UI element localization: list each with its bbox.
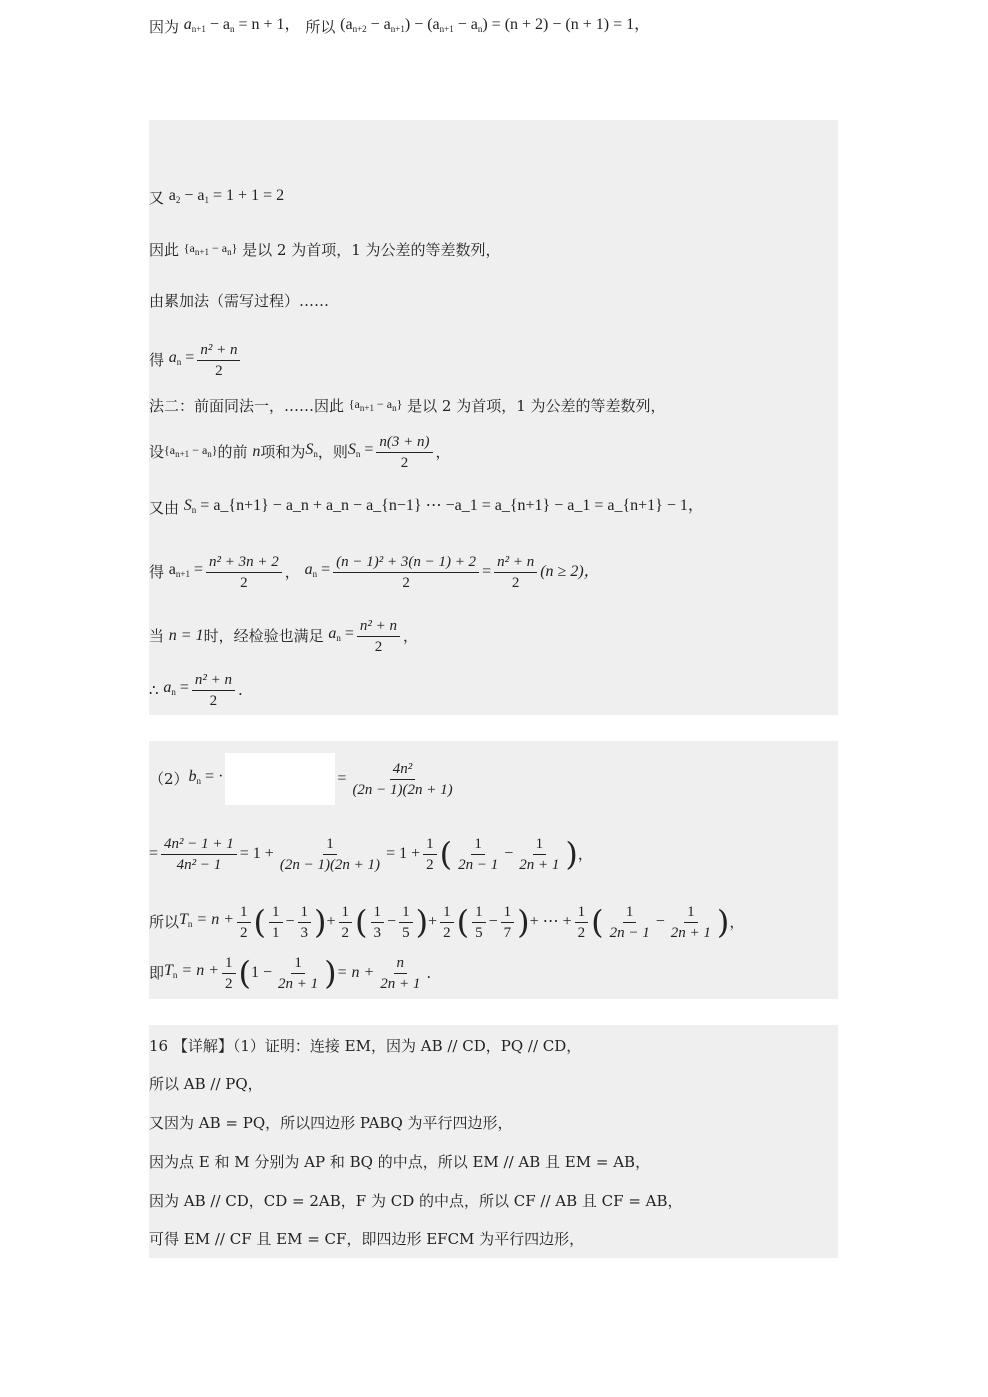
- denominator: 2: [225, 975, 233, 992]
- line-b3-3: [149, 1112, 838, 1133]
- fraction: [423, 835, 437, 874]
- denominator: 5: [475, 924, 483, 941]
- text: ，: [577, 845, 593, 863]
- line-b3-4: [149, 1151, 838, 1172]
- text: 由累加法（需写过程）……: [149, 292, 330, 310]
- line-9: 得 $a_{n+1}$ = $\frac{\text{n² + 3n + 2}}{2}$ ， $a_n$ = $\frac{\text{(n − 1)² + 3(n − 1) + 2}}{2}$ = $\frac{\text{n² + n}}{2}$ (n ≥ 2)，: [149, 553, 600, 591]
- text: 所以: [149, 913, 180, 931]
- sub: n: [171, 687, 176, 697]
- text: 是以 2 为首项，1 为公差的等差数列，: [242, 241, 501, 259]
- sub: n+1: [191, 24, 206, 34]
- fraction: [161, 835, 237, 874]
- line-4: [149, 290, 838, 311]
- math: − a: [208, 241, 228, 255]
- blank-mask: [225, 753, 335, 805]
- line-b3-6: [149, 1228, 838, 1249]
- numerator: 1: [371, 903, 385, 923]
- denominator: 2: [240, 924, 248, 941]
- line-b2-1: （2） $b_n$ = · = $\frac{\text{4n²}}{(2n - 1)(2n + 1)}$: [149, 751, 838, 807]
- line-1: [149, 15, 838, 39]
- fraction: [192, 671, 235, 710]
- denominator: 3: [373, 924, 382, 941]
- numerator: 1: [575, 903, 589, 923]
- sub: n: [172, 970, 178, 980]
- math: (n ≥ 2)，: [540, 563, 600, 580]
- math: ) = (n + 2) − (n + 1) = 1，: [482, 16, 651, 33]
- sub: 2: [175, 195, 181, 205]
- sub: n: [312, 569, 318, 579]
- denominator: 2: [426, 856, 434, 873]
- sub: 1: [204, 195, 210, 205]
- numerator: 1: [399, 903, 413, 923]
- solution-block-3: [149, 1025, 838, 1258]
- math: = 1 + 1 = 2: [209, 187, 285, 204]
- line-3: [149, 238, 838, 262]
- text: （2）: [149, 770, 189, 788]
- line-7: [149, 432, 838, 472]
- text: 因为: [149, 18, 180, 36]
- math: = 1 +: [239, 845, 274, 862]
- numerator: 1: [440, 903, 454, 923]
- fraction: [455, 835, 501, 874]
- denominator: 2: [240, 574, 248, 591]
- sub: n: [187, 919, 193, 929]
- math: ) − (a: [404, 16, 440, 33]
- text: 的前: [217, 443, 248, 461]
- denominator: (2n − 1)(2n + 1): [352, 781, 453, 798]
- numerator: 1: [472, 903, 486, 923]
- text: ，: [435, 443, 451, 461]
- line-b3-5: [149, 1190, 838, 1211]
- math: S: [347, 441, 356, 458]
- text: 法二：前面同法一，……因此: [149, 397, 345, 415]
- math: + ⋯ +: [529, 913, 572, 930]
- line-6: [149, 394, 838, 418]
- math: n: [252, 443, 261, 460]
- text: ，: [729, 913, 745, 931]
- math: − a: [373, 397, 393, 411]
- sub: n: [336, 633, 341, 643]
- denominator: 2n + 1: [380, 975, 421, 992]
- line-b2-3: 所以 $T_n = n$ + $\frac{1}{2}$ ( $\frac{1}{1}$ − $\frac{1}{3}$ ) + $\frac{1}{2}$ ( $\frac{1}{3}$ − $\frac{1}{5}$ ) + $\frac{1}{2}$ ( $\frac{1}{5}$ − $\frac{1}{7}$ ) + ⋯ + $\frac{1}{2}$ ( $\frac{1}{2n - 1}$ − $\frac{1}{2n + 1}$ ) ，: [149, 903, 745, 941]
- sub: n+1: [439, 24, 454, 34]
- line-b2-2: = $\frac{\text{4n² − 1 + 1}}{\text{4n² − 1}}$ = 1 + $\frac{1}{(2n - 1)(2n + 1)}$ = 1 + $\frac{1}{2}$ ( $\frac{1}{2n - 1}$ − $\frac{1}{2n + 1}$ ) ，: [149, 835, 593, 873]
- fraction: [206, 553, 282, 592]
- denominator: 7: [503, 924, 512, 941]
- text: ，则: [317, 443, 348, 461]
- math: S: [305, 441, 314, 458]
- math: }: [231, 241, 238, 255]
- math: a: [328, 625, 337, 642]
- denominator: 2n + 1: [278, 975, 319, 992]
- sub: n: [355, 449, 361, 459]
- math: {a: [164, 443, 176, 457]
- sub: n+2: [352, 24, 367, 34]
- math: = ·: [201, 768, 224, 785]
- math: S: [183, 497, 192, 514]
- math: }: [396, 397, 403, 411]
- text: ∴: [149, 681, 159, 699]
- math: − a: [366, 16, 391, 33]
- denominator: 2: [511, 574, 520, 591]
- text: 得: [149, 351, 165, 369]
- numerator: 1: [533, 835, 547, 855]
- text: 又: [149, 189, 165, 207]
- numerator: 1: [623, 903, 637, 923]
- math: =: [181, 349, 195, 366]
- text: 又由: [149, 499, 180, 517]
- line-b3-1: [149, 1035, 838, 1056]
- text: 16 【详解】（1）证明：连接 EM，因为 AB // CD，PQ // CD，: [149, 1037, 582, 1055]
- text: 因此: [149, 241, 180, 259]
- fraction: [277, 835, 383, 874]
- text: .: [237, 681, 243, 699]
- denominator: 2: [402, 574, 410, 591]
- sub: n: [230, 24, 235, 34]
- denominator: 4n² − 1: [176, 856, 222, 873]
- fraction: [494, 553, 537, 592]
- sub: n+1: [175, 569, 190, 579]
- numerator: (n − 1)² + 3(n − 1) + 2: [333, 553, 479, 573]
- math: a: [163, 679, 172, 696]
- sub: n: [207, 449, 212, 459]
- math: =: [360, 441, 374, 458]
- math: = 1 +: [386, 845, 421, 862]
- line-5: [149, 342, 838, 378]
- math: 1 −: [251, 964, 273, 981]
- text: 是以 2 为首项，1 为公差的等差数列，: [407, 397, 666, 415]
- sub: n: [176, 357, 182, 367]
- sub: n: [477, 24, 483, 34]
- math: T: [179, 911, 188, 928]
- math: a: [183, 16, 192, 33]
- denominator: 3: [300, 924, 309, 941]
- denominator: 2n − 1: [458, 856, 499, 873]
- denominator: 2n − 1: [609, 924, 650, 941]
- text: 又因为 AB = PQ，所以四边形 PABQ 为平行四边形，: [149, 1114, 513, 1132]
- text: 因为 AB // CD，CD = 2AB，F 为 CD 的中点，所以 CF // AB 且 CF = AB，: [149, 1192, 683, 1210]
- numerator: 1: [222, 954, 236, 974]
- math: {a: [348, 397, 360, 411]
- numerator: 1: [269, 903, 283, 923]
- sub: n: [191, 505, 197, 515]
- line-b3-2: [149, 1073, 838, 1094]
- numerator: 1: [423, 835, 437, 855]
- math: n = 1: [168, 627, 204, 644]
- fraction: [349, 760, 455, 799]
- numerator: n² + n: [192, 671, 235, 691]
- solution-block-1: [149, 16, 838, 715]
- text: 即: [149, 964, 165, 982]
- line-b2-4: 即 $T_n = n$ + $\frac{1}{2}$ ( 1 − $\frac{1}{2n + 1}$ ) = n + $\frac{n}{2n + 1}$ .: [149, 954, 432, 992]
- text: 所以: [305, 18, 336, 36]
- sub: n: [392, 403, 397, 413]
- denominator: 2: [374, 638, 383, 655]
- line-8: [149, 496, 838, 520]
- math: b: [188, 768, 197, 785]
- math: = n + 1，: [234, 16, 301, 33]
- math: = n +: [177, 962, 220, 979]
- math: {a: [183, 241, 195, 255]
- numerator: n² + n: [357, 617, 400, 637]
- sub: n: [227, 247, 232, 257]
- numerator: n² + 3n + 2: [206, 553, 282, 573]
- denominator: 2n + 1: [519, 856, 560, 873]
- text: 项和为: [260, 443, 306, 461]
- math: T: [164, 962, 173, 979]
- numerator: n² + n: [197, 341, 240, 361]
- math: (a: [340, 16, 353, 33]
- line-2: [149, 186, 838, 210]
- fraction: [516, 835, 562, 874]
- math: a: [168, 561, 176, 578]
- math: a: [168, 187, 176, 204]
- text: 可得 EM // CF 且 EM = CF，即四边形 EFCM 为平行四边形，: [149, 1230, 585, 1248]
- line-11: ∴ $a_n$ = $\frac{\text{n² + n}}{2}$ .: [149, 671, 243, 709]
- sub: n+1: [359, 403, 374, 413]
- math: − a: [453, 16, 478, 33]
- text: 时，经检验也满足: [203, 627, 324, 645]
- fraction: [333, 553, 479, 592]
- math: = a_{n+1} − a_n + a_n − a_{n−1} ⋯ −a_1 = a_{n+1} − a_1 = a_{n+1} − 1，: [196, 497, 704, 514]
- numerator: 1: [339, 903, 353, 923]
- numerator: n(3 + n): [376, 433, 432, 453]
- fraction: [197, 341, 240, 380]
- numerator: 1: [471, 835, 485, 855]
- denominator: 2: [400, 454, 409, 471]
- text: 当: [149, 627, 165, 645]
- numerator: n² + n: [494, 553, 537, 573]
- math: − a: [180, 187, 205, 204]
- solution-block-2: [149, 741, 838, 999]
- fraction: [376, 433, 432, 472]
- numerator: 1: [323, 835, 337, 855]
- math: = n +: [192, 911, 235, 928]
- line-10: 当 n = 1 时，经检验也满足 $a_n$ = $\frac{\text{n² + n}}{2}$ ，: [149, 617, 419, 655]
- numerator: 1: [291, 954, 305, 974]
- sub: n: [313, 449, 318, 459]
- denominator: 2n + 1: [670, 924, 711, 941]
- denominator: 2: [341, 924, 350, 941]
- text: 因为点 E 和 M 分别为 AP 和 BQ 的中点，所以 EM // AB 且 EM = AB，: [149, 1153, 651, 1171]
- math: a: [168, 349, 177, 366]
- math: = n +: [336, 964, 375, 981]
- text: 所以 AB // PQ，: [149, 1075, 263, 1093]
- denominator: 2: [209, 692, 218, 709]
- denominator: 2: [443, 924, 451, 941]
- sub: n: [196, 776, 202, 786]
- math: − a: [205, 16, 230, 33]
- denominator: 5: [402, 924, 410, 941]
- numerator: 1: [298, 903, 312, 923]
- denominator: (2n − 1)(2n + 1): [279, 856, 381, 873]
- text: .: [426, 964, 432, 982]
- math: a: [304, 561, 313, 578]
- fraction: [357, 617, 400, 656]
- sub: n+1: [175, 449, 190, 459]
- sub: n+1: [390, 24, 405, 34]
- numerator: 1: [684, 903, 698, 923]
- numerator: 4n²: [390, 760, 416, 780]
- denominator: 1: [272, 924, 280, 941]
- denominator: 2: [215, 362, 223, 379]
- math: − a: [189, 443, 208, 457]
- text: ，: [403, 627, 419, 645]
- numerator: 1: [501, 903, 515, 923]
- text: ，: [284, 563, 300, 581]
- denominator: 2: [577, 924, 586, 941]
- sub: n+1: [194, 247, 209, 257]
- math: }: [211, 443, 218, 457]
- text: 得: [149, 563, 165, 581]
- numerator: n: [394, 954, 408, 974]
- text: 设: [149, 443, 165, 461]
- numerator: 1: [237, 903, 251, 923]
- numerator: 4n² − 1 + 1: [161, 835, 237, 855]
